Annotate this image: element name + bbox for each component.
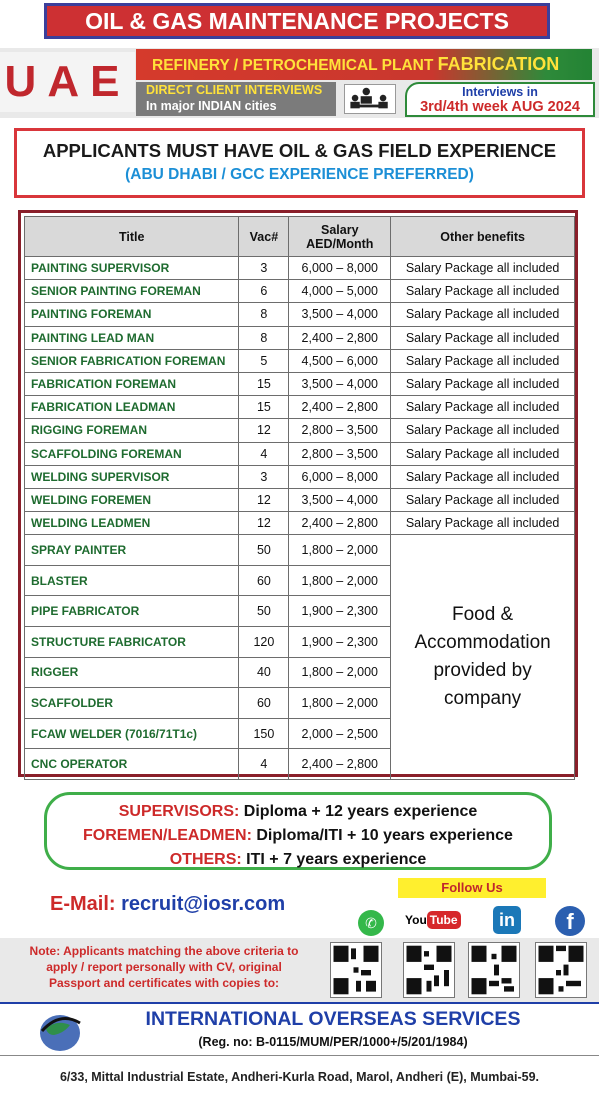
job-title: SCAFFOLDER <box>25 688 239 719</box>
table-row <box>25 326 575 349</box>
job-salary: 2,800 – 3,500 <box>289 442 391 465</box>
interviews-line1: Interviews in <box>462 85 538 99</box>
note-line2: apply / report personally with CV, original <box>46 960 282 974</box>
job-salary: 2,400 – 2,800 <box>289 512 391 535</box>
experience-line1: APPLICANTS MUST HAVE OIL & GAS FIELD EXPERIENCE <box>42 140 557 161</box>
job-salary: 3,500 – 4,000 <box>289 303 391 326</box>
company-address: 6/33, Mittal Industrial Estate, Andheri-Kurla Road, Marol, Andheri (E), Mumbai-59. <box>59 1070 539 1084</box>
req-supervisors <box>47 800 549 824</box>
req-others-key: OTHERS: <box>169 851 242 868</box>
job-salary: 3,500 – 4,000 <box>289 488 391 511</box>
job-vac: 120 <box>239 627 289 658</box>
job-salary: 6,000 – 8,000 <box>289 465 391 488</box>
job-vac: 3 <box>239 465 289 488</box>
job-vac: 8 <box>239 303 289 326</box>
header-salary-line2: AED/Month <box>306 236 374 251</box>
follow-us-label: Follow Us <box>398 878 546 898</box>
job-vac: 6 <box>239 280 289 303</box>
job-title: FCAW WELDER (7016/71T1c) <box>25 718 239 749</box>
job-benefit: Salary Package all included <box>391 372 575 395</box>
food-line: provided by <box>433 660 532 682</box>
job-vac: 12 <box>239 419 289 442</box>
job-salary: 2,000 – 2,500 <box>289 718 391 749</box>
whatsapp-icon[interactable]: ✆ <box>358 910 384 936</box>
header-vac: Vac# <box>239 217 289 257</box>
job-title: BLASTER <box>25 565 239 596</box>
job-salary: 1,900 – 2,300 <box>289 627 391 658</box>
req-supervisors-key: SUPERVISORS: <box>118 803 240 820</box>
job-benefit: Salary Package all included <box>391 280 575 303</box>
youtube-icon[interactable] <box>405 907 458 933</box>
email-link[interactable]: recruit@iosr.com <box>115 893 286 915</box>
req-foremen <box>47 824 549 848</box>
email-line <box>50 893 285 916</box>
job-benefit: Salary Package all included <box>391 419 575 442</box>
job-title: PAINTING LEAD MAN <box>25 326 239 349</box>
job-title: RIGGING FOREMAN <box>25 419 239 442</box>
job-title: SENIOR PAINTING FOREMAN <box>25 280 239 303</box>
job-title: CNC OPERATOR <box>25 749 239 780</box>
job-vac: 3 <box>239 257 289 280</box>
job-vac: 40 <box>239 657 289 688</box>
job-title: RIGGER <box>25 657 239 688</box>
job-vac: 50 <box>239 596 289 627</box>
table-row <box>25 465 575 488</box>
job-salary: 4,500 – 6,000 <box>289 349 391 372</box>
job-salary: 1,800 – 2,000 <box>289 565 391 596</box>
req-foremen-key: FOREMEN/LEADMEN: <box>83 827 252 844</box>
youtube-tube: Tube <box>427 911 461 929</box>
fabrication-prefix: REFINERY / PETROCHEMICAL PLANT <box>152 57 434 74</box>
job-benefit: Salary Package all included <box>391 442 575 465</box>
note-line1: Note: Applicants matching the above criteria to <box>29 944 299 958</box>
job-title: FABRICATION LEADMAN <box>25 396 239 419</box>
food-line: company <box>444 688 522 710</box>
table-row <box>25 419 575 442</box>
job-benefit: Salary Package all included <box>391 257 575 280</box>
direct-interviews-box <box>136 82 336 116</box>
job-salary: 1,800 – 2,000 <box>289 535 391 566</box>
header-salary-line1: Salary <box>321 222 359 237</box>
header-benefits: Other benefits <box>391 217 575 257</box>
job-salary: 6,000 – 8,000 <box>289 257 391 280</box>
job-vac: 4 <box>239 442 289 465</box>
youtube-you: You <box>405 913 427 927</box>
req-others-val: ITI + 7 years experience <box>241 851 427 868</box>
job-benefit: Salary Package all included <box>391 326 575 349</box>
job-title: WELDING FOREMEN <box>25 488 239 511</box>
job-salary: 2,400 – 2,800 <box>289 396 391 419</box>
table-row <box>25 372 575 395</box>
job-benefit: Salary Package all included <box>391 303 575 326</box>
job-vac: 50 <box>239 535 289 566</box>
direct-line2: In major INDIAN cities <box>146 99 277 113</box>
job-benefit: Salary Package all included <box>391 465 575 488</box>
interviews-line2: 3rd/4th week AUG 2024 <box>420 99 580 115</box>
header-title: Title <box>25 217 239 257</box>
fabrication-word: FABRICATION <box>437 54 560 74</box>
table-row <box>25 280 575 303</box>
table-row <box>25 442 575 465</box>
experience-requirement-box <box>14 128 585 198</box>
job-salary: 1,900 – 2,300 <box>289 596 391 627</box>
job-title: WELDING SUPERVISOR <box>25 465 239 488</box>
interview-people-icon <box>344 84 396 114</box>
interview-date-box <box>405 82 595 117</box>
job-salary: 2,400 – 2,800 <box>289 326 391 349</box>
table-row <box>25 303 575 326</box>
qr-code-whatsapp[interactable] <box>330 942 382 998</box>
jobs-table-frame <box>18 210 578 777</box>
note-line3: Passport and certificates with copies to: <box>48 976 280 990</box>
globe-logo-icon <box>36 1009 84 1053</box>
job-title: PAINTING SUPERVISOR <box>25 257 239 280</box>
country-label: UAE <box>0 52 135 112</box>
job-vac: 150 <box>239 718 289 749</box>
table-row <box>25 349 575 372</box>
linkedin-icon[interactable]: in <box>493 906 521 934</box>
job-vac: 15 <box>239 396 289 419</box>
footer-divider <box>0 1002 599 1004</box>
job-salary: 3,500 – 4,000 <box>289 372 391 395</box>
food-line: Accommodation <box>414 632 551 654</box>
req-foremen-val: Diploma/ITI + 10 years experience <box>251 827 513 844</box>
job-title: WELDING LEADMEN <box>25 512 239 535</box>
job-title: PAINTING FOREMAN <box>25 303 239 326</box>
email-label: E-Mail: <box>50 893 116 915</box>
facebook-icon[interactable]: f <box>555 906 585 936</box>
job-title: SCAFFOLDING FOREMAN <box>25 442 239 465</box>
experience-line2: (ABU DHABI / GCC EXPERIENCE PREFERRED) <box>125 166 474 183</box>
job-title: SPRAY PAINTER <box>25 535 239 566</box>
job-vac: 15 <box>239 372 289 395</box>
job-salary: 1,800 – 2,000 <box>289 688 391 719</box>
qr-code-youtube[interactable] <box>403 942 455 998</box>
job-salary: 2,400 – 2,800 <box>289 749 391 780</box>
table-row <box>25 396 575 419</box>
job-vac: 12 <box>239 512 289 535</box>
qr-code-facebook[interactable] <box>535 942 587 998</box>
job-title: SENIOR FABRICATION FOREMAN <box>25 349 239 372</box>
jobs-table <box>24 216 575 780</box>
job-title: PIPE FABRICATOR <box>25 596 239 627</box>
job-title: STRUCTURE FABRICATOR <box>25 627 239 658</box>
job-vac: 8 <box>239 326 289 349</box>
job-vac: 60 <box>239 565 289 596</box>
table-row <box>25 488 575 511</box>
food-accommodation-cell <box>391 535 575 780</box>
job-vac: 5 <box>239 349 289 372</box>
req-others <box>47 848 549 872</box>
company-registration: (Reg. no: B-0115/MUM/PER/1000+/5/201/1984) <box>198 1035 468 1049</box>
table-row <box>25 257 575 280</box>
qr-code-linkedin[interactable] <box>468 942 520 998</box>
table-row <box>25 535 575 566</box>
job-title: FABRICATION FOREMAN <box>25 372 239 395</box>
fabrication-banner <box>136 49 592 80</box>
job-salary: 2,800 – 3,500 <box>289 419 391 442</box>
address-divider <box>0 1055 599 1056</box>
table-row <box>25 512 575 535</box>
job-benefit: Salary Package all included <box>391 349 575 372</box>
application-note <box>4 943 324 991</box>
job-benefit: Salary Package all included <box>391 512 575 535</box>
food-line: Food & <box>451 604 514 626</box>
req-supervisors-val: Diploma + 12 years experience <box>239 803 478 820</box>
job-vac: 12 <box>239 488 289 511</box>
qualification-requirements <box>44 792 552 870</box>
poster-title: OIL & GAS MAINTENANCE PROJECTS <box>44 3 550 39</box>
job-vac: 60 <box>239 688 289 719</box>
job-salary: 1,800 – 2,000 <box>289 657 391 688</box>
job-vac: 4 <box>239 749 289 780</box>
job-benefit: Salary Package all included <box>391 396 575 419</box>
job-salary: 4,000 – 5,000 <box>289 280 391 303</box>
direct-line1: DIRECT CLIENT INTERVIEWS <box>146 83 323 97</box>
job-benefit: Salary Package all included <box>391 488 575 511</box>
header-salary <box>289 217 391 257</box>
company-name: INTERNATIONAL OVERSEAS SERVICES <box>145 1008 521 1030</box>
